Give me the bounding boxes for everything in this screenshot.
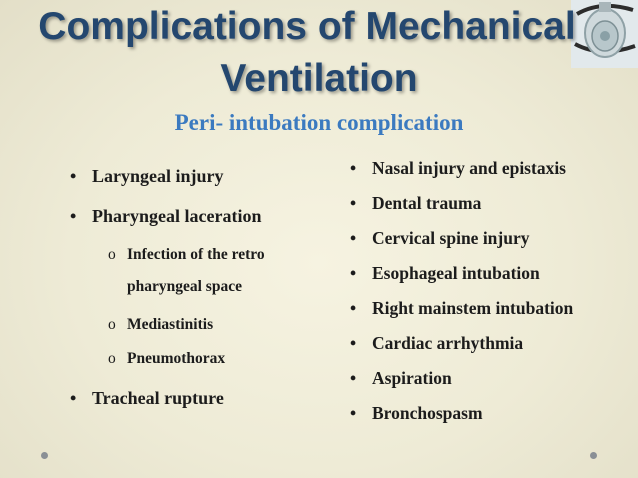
sub-bullet-icon: o bbox=[108, 350, 116, 367]
list-item: • Cervical spine injury bbox=[350, 228, 530, 248]
sub-bullet-icon: o bbox=[108, 246, 116, 263]
bullet-icon: • bbox=[350, 298, 357, 318]
bullet-icon: • bbox=[70, 166, 77, 186]
list-item: • Laryngeal injury bbox=[70, 166, 224, 186]
list-item: • Cardiac arrhythmia bbox=[350, 333, 524, 353]
list-item: • Bronchospasm bbox=[350, 403, 483, 423]
list-item: • Right mainstem intubation bbox=[350, 298, 574, 318]
corner-dot-right bbox=[590, 452, 597, 459]
sub-list-item: o Infection of the retro bbox=[108, 246, 265, 263]
slide-title-line1: Complications of Mechanical bbox=[38, 5, 576, 48]
bullet-icon: • bbox=[350, 403, 357, 423]
bullet-icon: • bbox=[70, 206, 77, 226]
bullet-icon: • bbox=[350, 158, 357, 178]
slide-subtitle: Peri- intubation complication bbox=[174, 110, 464, 135]
bullet-icon: • bbox=[350, 368, 357, 388]
bullet-icon: • bbox=[350, 263, 357, 283]
list-item: • Aspiration bbox=[350, 368, 452, 388]
sub-bullet-icon: o bbox=[108, 316, 116, 333]
corner-dot-left bbox=[41, 452, 48, 459]
sub-list-item-continuation: pharyngeal space bbox=[127, 278, 242, 295]
bullet-icon: • bbox=[70, 388, 77, 408]
bullet-icon: • bbox=[350, 228, 357, 248]
sub-list-item: o Pneumothorax bbox=[108, 350, 226, 367]
sub-list-item: o Mediastinitis bbox=[108, 316, 214, 333]
bullet-icon: • bbox=[350, 333, 357, 353]
list-item: • Nasal injury and epistaxis bbox=[350, 158, 566, 178]
slide-title-line2: Ventilation bbox=[220, 57, 418, 100]
list-item: • Pharyngeal laceration bbox=[70, 206, 262, 226]
list-item: • Esophageal intubation bbox=[350, 263, 540, 283]
list-item: • Dental trauma bbox=[350, 193, 482, 213]
bullet-icon: • bbox=[350, 193, 357, 213]
list-item: • Tracheal rupture bbox=[70, 388, 224, 408]
